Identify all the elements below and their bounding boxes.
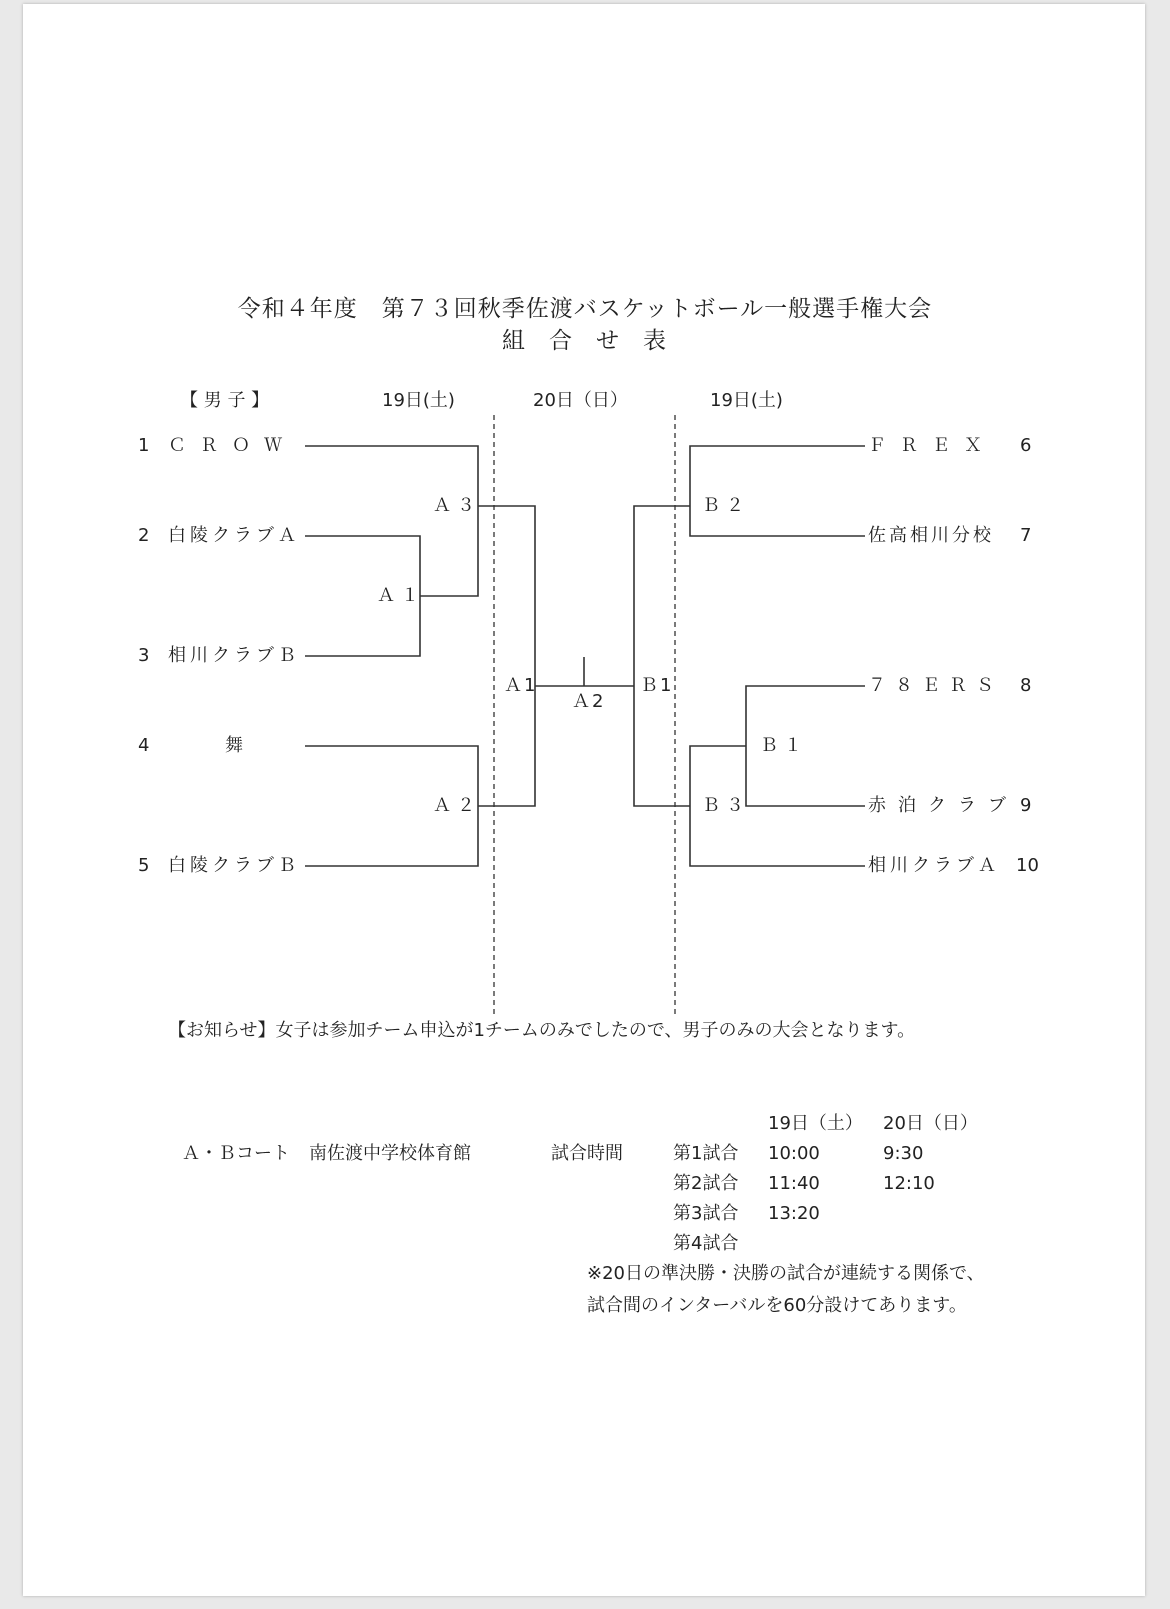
team-number: 7 (1020, 525, 1032, 546)
schedule-label: 試合時間 (551, 1143, 623, 1164)
day-header-left: 19日(土) (382, 390, 455, 411)
bracket-line-a2-winner (478, 686, 535, 806)
notice-text: 【お知らせ】女子は参加チーム申込が1チームのみでしたので、男子のみの大会となります。 (168, 1020, 916, 1041)
team-name-right: 相川クラブＡ (868, 855, 1000, 876)
venue-name: 南佐渡中学校体育館 (309, 1143, 471, 1164)
division-label: 【 男 子 】 (180, 390, 270, 411)
game-name: 第2試合 (673, 1173, 739, 1194)
team-name-left: 白陵クラブＡ (168, 525, 300, 546)
schedule-note-1: ※20日の準決勝・決勝の試合が連続する関係で、 (587, 1263, 985, 1284)
bracket-line-b2-winner (634, 506, 690, 686)
game-name: 第1試合 (673, 1143, 739, 1164)
team-number: 9 (1020, 795, 1032, 816)
court-label: Ａ・Ｂコート (182, 1143, 290, 1164)
team-name-left: 白陵クラブＢ (168, 855, 300, 876)
match-label-b3: Ｂ３ (702, 795, 750, 816)
team-name-right: ７８ＥＲＳ (868, 675, 1003, 696)
schedule-note-2: 試合間のインターバルを60分設けてあります。 (587, 1295, 967, 1316)
bracket-line-a3-winner (478, 506, 535, 686)
team-name-left: ＣＲＯＷ (168, 435, 296, 456)
team-name-right: ＦＲＥＸ (868, 435, 996, 456)
bracket-line-a1-winner (420, 506, 478, 596)
bracket-title: 組合せ表 (502, 328, 690, 354)
match-label-a2: Ａ２ (433, 795, 481, 816)
match-label-a3: Ａ３ (433, 495, 481, 516)
day-header-right: 19日(土) (710, 390, 783, 411)
team-number: 2 (138, 525, 150, 546)
match-label-a1: Ａ１ (377, 585, 425, 606)
day-header-center: 20日（日） (533, 390, 628, 411)
team-name-left: 舞 (225, 735, 252, 756)
game-time-day1: 11:40 (768, 1173, 820, 1194)
game-time-day2: 9:30 (883, 1143, 924, 1164)
schedule-day-2: 20日（日） (883, 1113, 978, 1134)
team-number: 5 (138, 855, 150, 876)
match-label-semi-b: Ｂ1 (640, 675, 674, 696)
team-number: 1 (138, 435, 150, 456)
match-label-semi-a: Ａ1 (504, 675, 538, 696)
team-number: 4 (138, 735, 150, 756)
game-name: 第4試合 (673, 1233, 739, 1254)
game-name: 第3試合 (673, 1203, 739, 1224)
game-time-day1: 13:20 (768, 1203, 820, 1224)
game-time-day1: 10:00 (768, 1143, 820, 1164)
schedule-day-1: 19日（土） (768, 1113, 863, 1134)
team-number: 10 (1016, 855, 1039, 876)
match-label-b2: Ｂ２ (702, 495, 750, 516)
team-name-left: 相川クラブＢ (168, 645, 300, 666)
tournament-title: 令和４年度 第７３回秋季佐渡バスケットボール一般選手権大会 (237, 296, 933, 322)
team-number: 3 (138, 645, 150, 666)
bracket-line-teams6-7 (690, 446, 865, 536)
team-number: 6 (1020, 435, 1032, 456)
match-label-final: Ａ2 (572, 691, 606, 712)
team-name-right: 佐高相川分校 (868, 525, 994, 546)
bracket-line-b3-winner (634, 686, 690, 806)
team-number: 8 (1020, 675, 1032, 696)
game-time-day2: 12:10 (883, 1173, 935, 1194)
match-label-b1: Ｂ１ (760, 735, 808, 756)
team-name-right: 赤泊クラブ (868, 795, 1018, 816)
